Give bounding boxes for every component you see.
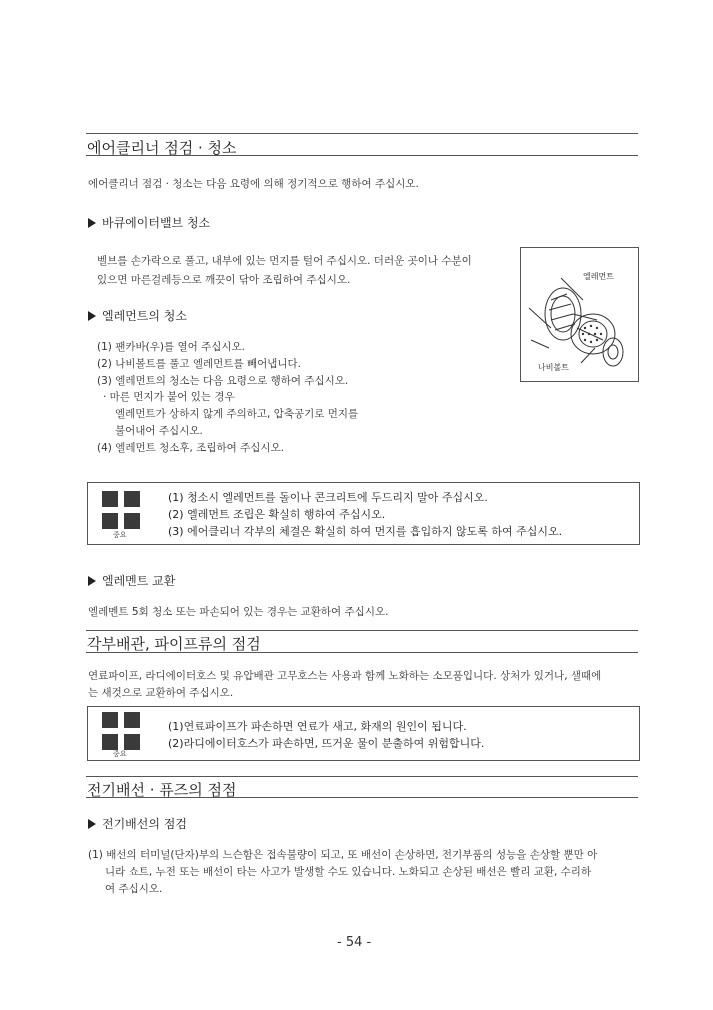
subheading-element-clean-label: 엘레먼트의 청소 — [102, 309, 187, 323]
wiring-line-1: (1) 배선의 터미널(단자)부의 느슨함은 접속불량이 되고, 또 배선이 손상하면, 전기부품의 성능을 손상할 뿐만 아 — [88, 849, 598, 861]
piping-line-2: 는 새것으로 교환하여 주십시오. — [88, 687, 234, 699]
air-cleaner-figure — [520, 247, 639, 382]
element-step-3: (3) 엘레먼트의 청소는 다음 요령으로 행하여 주십시오. — [97, 375, 349, 387]
element-step-4: (4) 엘레먼트 청소후, 조립하여 주십시오. — [97, 442, 285, 454]
section-title-wiring: 전기배선 · 퓨즈의 점점 — [87, 781, 237, 799]
section-top-rule — [86, 133, 638, 134]
section-title-piping: 각부배관, 파이프류의 점검 — [87, 635, 261, 653]
triangle-bullet-icon — [88, 576, 96, 586]
element-step-3-detail-2: 불어내어 주십시오. — [115, 425, 203, 437]
element-step-1: (1) 팬카바(우)를 열어 주십시오. — [97, 341, 245, 353]
warning-label: 중요 — [113, 531, 127, 539]
warning-box-air-cleaner — [87, 482, 640, 545]
section-top-rule — [86, 776, 638, 777]
element-step-2: (2) 나비볼트를 풀고 엘레먼트를 빼어냅니다. — [97, 358, 301, 370]
subheading-wiring-label: 전기배선의 점검 — [102, 817, 187, 831]
warning-label: 중요 — [113, 750, 127, 758]
element-step-3-detail-1: 엘레먼트가 상하지 않게 주의하고, 압축공기로 먼지를 — [115, 408, 359, 420]
section-bottom-rule — [86, 797, 638, 798]
subheading-element-replace-label: 엘레멘트 교환 — [102, 574, 176, 588]
triangle-bullet-icon — [88, 819, 96, 829]
air-cleaner-intro: 에어클리너 점검 · 청소는 다음 요령에 의해 정기적으로 행하여 주십시오. — [88, 178, 419, 190]
section-bottom-rule — [86, 652, 638, 653]
subheading-valve — [88, 214, 210, 231]
warning-cross-icon — [102, 712, 140, 750]
subheading-element-replace — [88, 572, 175, 589]
triangle-bullet-icon — [88, 218, 96, 228]
subheading-wiring — [88, 815, 187, 832]
warning-line-3: (3) 에어클리너 각부의 체결은 확실히 하여 먼지를 흡입하지 않도록 하여 주십시오. — [168, 525, 563, 538]
triangle-bullet-icon — [88, 311, 96, 321]
wiring-line-3: 여 주십시오. — [105, 883, 163, 895]
warning-box-piping — [87, 706, 640, 761]
warning-line-1: (1)연료파이프가 파손하면 연료가 새고, 화재의 원인이 됩니다. — [168, 720, 467, 733]
wiring-line-2: 니라 쇼트, 누전 또는 배선이 타는 사고가 발생할 수도 있습니다. 노화되고 손상된 배선은 빨리 교환, 수리하 — [105, 866, 592, 878]
valve-line-1: 벨브를 손가락으로 풀고, 내부에 있는 먼지를 털어 주십시오. 더러운 곳이나 수분이 — [97, 255, 472, 267]
warning-line-2: (2) 엘레먼트 조립은 확실히 행하여 주십시오. — [168, 508, 386, 521]
figure-label-wing-bolt: 나비볼트 — [538, 363, 569, 372]
page-number: - 54 - — [337, 935, 372, 950]
section-title-air-cleaner: 에어클리너 점검 · 청소 — [87, 139, 237, 157]
section-top-rule — [86, 630, 638, 631]
valve-line-2: 있으면 마른걸레등으로 깨끗이 닦아 조립하여 주십시오. — [97, 274, 351, 286]
element-replace-text: 엘레멘트 5회 청소 또는 파손되어 있는 경우는 교환하여 주십시오. — [88, 606, 389, 618]
piping-line-1: 연료파이프, 라디에이터호스 및 유압배관 고무호스는 사용과 함께 노화하는 소모품입니다. 상처가 있거나, 샐때에 — [88, 670, 602, 682]
element-step-3-case: · 마른 먼지가 붙어 있는 경우 — [103, 391, 235, 403]
subheading-element-clean — [88, 307, 187, 324]
section-bottom-rule — [86, 155, 638, 156]
warning-cross-icon — [102, 491, 140, 529]
figure-label-element: 엘레먼트 — [583, 272, 614, 281]
warning-line-2: (2)라디에이터호스가 파손하면, 뜨거운 물이 분출하여 위험합니다. — [168, 737, 485, 750]
subheading-valve-label: 바큐에이터밸브 청소 — [102, 216, 211, 230]
warning-line-1: (1) 청소시 엘레먼트를 돌이나 콘크리트에 두드리지 말아 주십시오. — [168, 491, 488, 504]
